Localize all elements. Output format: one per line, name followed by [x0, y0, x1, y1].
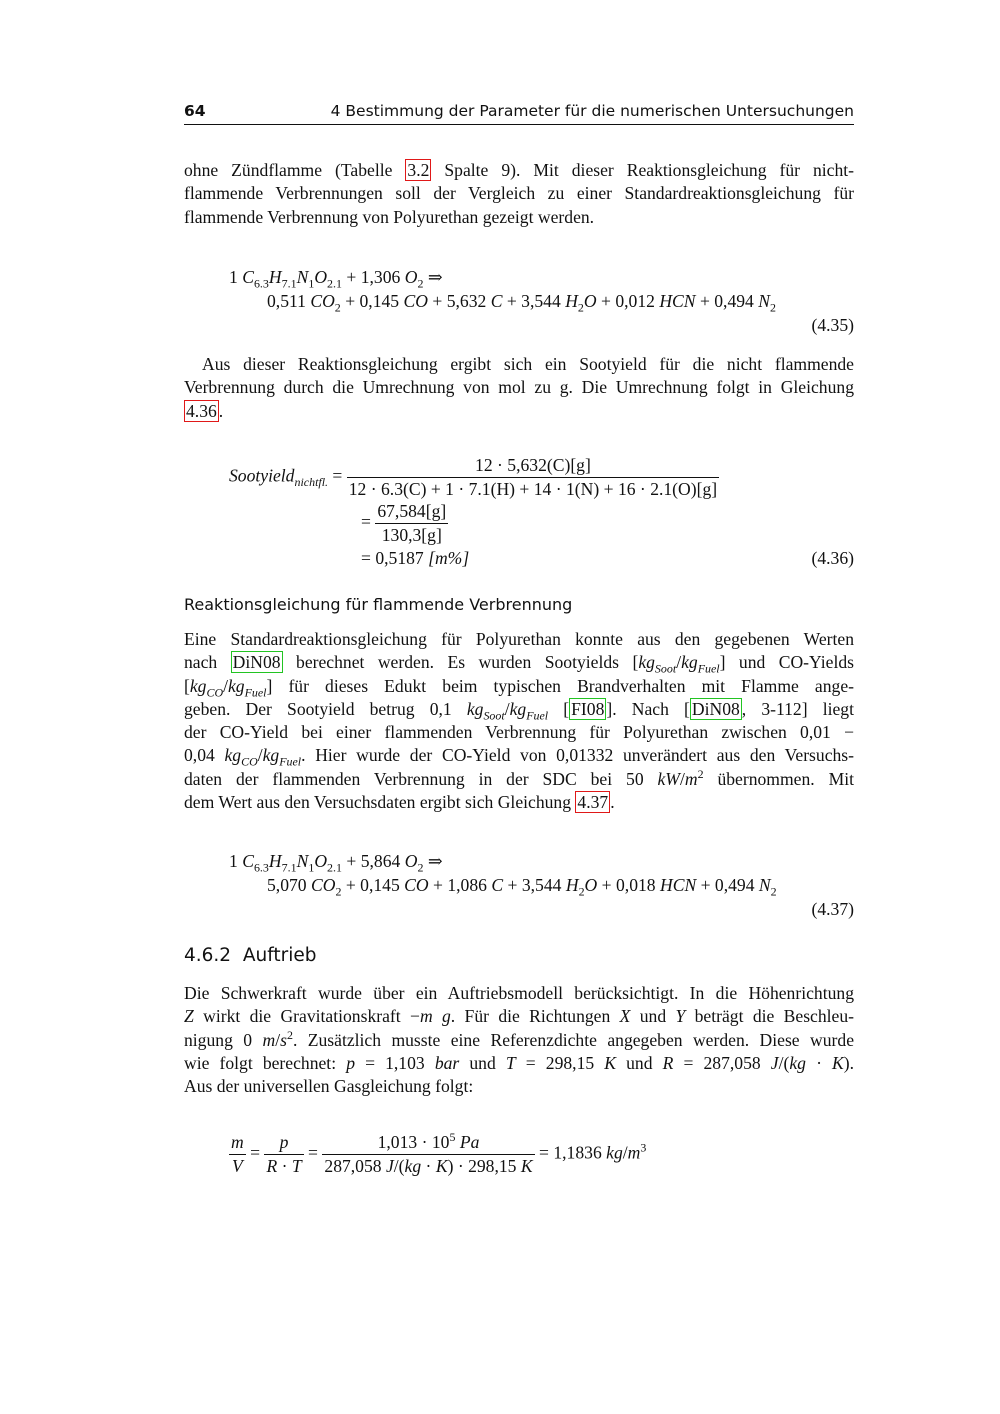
equation-4-35-line2: 0,511 $CO_2 + 0,145$ CO + 5,632 C + 3,544 $H_2O + 0,012$ HCN + 0,494 $N_2$: [267, 291, 776, 315]
citation-link[interactable]: DiN08: [691, 698, 740, 719]
equation-4-36-row2: = $\frac{67,584[g]}{130,3[g]}$: [361, 501, 447, 545]
p-over-rt-fraction: $\frac{p}{R \cdot T}$: [266, 1132, 302, 1176]
equation-number-4-35: (4.35): [811, 315, 854, 335]
equation-4-37-line2: 5,070 $CO_2 + 0,145$ CO + 1,086 C + 3,544 $H_2O + 0,018$ HCN + 0,494 $N_2$: [267, 875, 777, 899]
equation-4-36-row1: Sootyield$_{nichtfl.}$ = $\frac{12 \cdot 5,632(C)[g]}{12 \cdot 6.3(C) + 1 \cdot 7.1(H) + 14 \cdot 1(N) + 16 \cdot 2.1(O)[g]}$: [229, 455, 718, 499]
equation-number-4-37: (4.37): [811, 899, 854, 919]
equation-4-36-row3: = 0,5187 [m%]: [361, 548, 470, 568]
sootyield-fraction-simplified: $\frac{67,584[g]}{130,3[g]}$: [377, 501, 447, 545]
equation-ideal-gas: $\frac{m}{V}$ = $\frac{p}{R \cdot T}$ = $\frac{1,013 \cdot 10^5 Pa}{287,058 J/(kg \cdot K) \cdot 298,15 K}$ = 1,1836 $kg/m^3$: [231, 1130, 647, 1176]
paragraph-flaming: Eine Standardreaktionsgleichung für Polyurethan konnte aus den gegebenen Werten nach DiN08 berechnet werden. Es wurden Sootyields $[kg_{Soot}/kg_{Fuel}]$ und CO-Yields $[kg_{CO}/kg_{Fuel}]$ für dieses Edukt beim typischen Brandverhalten mit Flamme ange- geben. Der Sootyield betrug 0,1 $kg_{Soot}/kg_{Fuel}$ [ FI08 ]. Nach [ DiN08 , 3-112] liegt der CO-Yield bei einer flammenden Verbrennung für Polyurethan zwischen 0,01 − 0,04 $kg_{CO}/kg_{Fuel}$. Hier wurde der CO-Yield von 0,01332 unverändert aus den Versuchs- daten der flammenden Verbrennung in der SDC bei 50 $kW/m^2$ übernommen. Mit dem Wert aus den Versuchsdaten ergibt sich Gleichung 4.37 .: [184, 629, 855, 813]
section-title: Auftrieb: [242, 945, 317, 966]
page-header: [184, 100, 854, 125]
paragraph-sootyield: Aus dieser Reaktionsgleichung ergibt sich ein Sootyield für die nicht flammende Verbrennung durch die Umrechnung von mol zu g. Die Umrechnung folgt in Gleichung 4.36 .: [184, 354, 854, 421]
paragraph-intro: ohne Zündflamme (Tabelle 3.2 Spalte 9). Mit dieser Reaktionsgleichung für nicht- flammende Verbrennungen soll der Vergleich zu einer Standardreaktionsgleichung für flammende Verbrennung von Polyurethan gezeigt werden.: [184, 160, 854, 227]
section-number: 4.6.2: [184, 945, 232, 966]
subsection-heading: Reaktionsgleichung für flammende Verbrennung: [184, 595, 573, 614]
equation-ref-link[interactable]: 4.36: [186, 400, 217, 421]
citation-link[interactable]: DiN08: [232, 652, 281, 673]
equation-4-37-line1: 1 $C_{6.3}H_{7.1}N_1O_{2.1} + 5,864$ $O_2$ ⇒: [229, 851, 443, 875]
table-ref-link[interactable]: 3.2: [407, 160, 430, 180]
sootyield-fraction: $\frac{12 \cdot 5,632(C)[g]}{12 \cdot 6.3(C) + 1 \cdot 7.1(H) + 14 \cdot 1(N) + 16 \cdot 2.1(O)[g]}$: [348, 455, 718, 499]
equation-ref-link[interactable]: 4.37: [577, 792, 609, 813]
paragraph-buoyancy: Die Schwerkraft wurde über ein Auftriebsmodell berücksichtigt. In die Höhenrichtung Z wirkt die Gravitationskraft −m g. Für die Richtungen X und Y beträgt die Beschleu- nigung 0 $m/s^2$. Zusätzlich musste eine Referenzdichte angegeben werden. Diese wurde wie folgt berechnet: p = 1,103 bar und T = 298,15 K und R = 287,058 J/(kg · K). Aus der universellen Gasgleichung folgt:: [184, 983, 855, 1097]
page-number: 64: [184, 102, 206, 120]
density-fraction: $\frac{1,013 \cdot 10^5 Pa}{287,058 J/(kg \cdot K) \cdot 298,15 K}$: [324, 1130, 533, 1176]
section-heading: [184, 945, 317, 966]
m-over-v-fraction: $\frac{m}{V}$: [231, 1132, 244, 1176]
equation-number-4-36: (4.36): [811, 548, 854, 568]
citation-link[interactable]: FI08: [571, 698, 605, 719]
equation-4-35-line1: 1 $C_{6.3}H_{7.1}N_1O_{2.1} + 1,306$ $O_2$ ⇒: [229, 267, 443, 291]
running-title: 4 Bestimmung der Parameter für die numerischen Untersuchungen: [330, 102, 854, 120]
